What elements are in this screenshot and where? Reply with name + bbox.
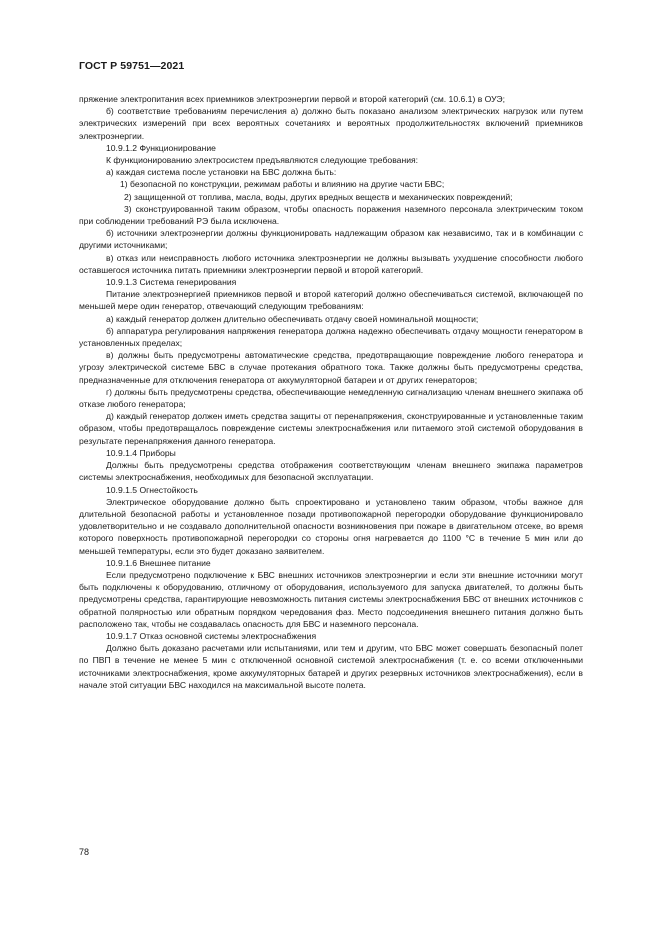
document-body <box>79 93 583 691</box>
paragraph: пряжение электропитания всех приемников электроэнергии первой и второй категорий (см. 10.6.1) в ОУЭ; <box>79 94 505 104</box>
paragraph: Если предусмотрено подключение к БВС внешних источников электроэнергии и если эти внешние источники могут быть подключены к оборудованию, отличному от оборудования, используемого для запуска двигателей, то должны быть предусмотрены средства, гарантирующие невозможность питания системы электроснабжения БВС от внешних источников с обратной полярностью или обратным порядком чередования фаз. Место подсоединения внешнего питания должно быть расположено так, чтобы не создавалась опасность для БВС и наземного персонала. <box>79 569 583 629</box>
paragraph: Должно быть доказано расчетами или испытаниями, или тем и другим, что БВС может совершать безопасный полет по ПВП в течение не менее 5 мин с отключенной основной системой электроснабжения (т. е. со всеми отключенными источниками электроснабжения, кроме аккумуляторных батарей и других резервных источников электроснабжения), если в начале этой ситуации БВС находился на максимальной высоте полета. <box>79 643 583 690</box>
list-item: а) каждый генератор должен длительно обеспечивать отдачу своей номинальной мощности; <box>106 313 479 324</box>
section-heading: 10.9.1.6 Внешнее питание <box>106 557 211 568</box>
list-item: 2) защищенной от топлива, масла, воды, других вредных веществ и механических повреждений; <box>124 191 513 202</box>
list-item: б) аппаратура регулирования напряжения генератора должна надежно обеспечивать отдачу мощности генератором в установленных пределах; <box>79 325 583 349</box>
list-item: а) каждая система после установки на БВС должна быть: <box>106 167 337 178</box>
paragraph: Питание электроэнергией приемников первой и второй категорий должно обеспечиваться системой, включающей по меньшей мере один генератор, отвечающий следующим требованиям: <box>79 289 583 312</box>
section-heading: 10.9.1.4 Приборы <box>106 447 176 458</box>
section-heading: 10.9.1.7 Отказ основной системы электроснабжения <box>106 630 317 641</box>
paragraph: б) соответствие требованиям перечисления а) должно быть показано анализом электрических нагрузок или путем электрических измерений при всех вероятных сочетаниях и вероятных продолжительностях включений приемников электроэнергии. <box>79 106 583 141</box>
list-item: в) отказ или неисправность любого источника электроэнергии не должны вызывать ухудшение способности любого оставшегося источника питать приемники электроэнергии первой и второй категорий. <box>79 252 583 275</box>
document-header: ГОСТ Р 59751—2021 <box>79 60 185 72</box>
section-heading: 10.9.1.3 Система генерирования <box>106 277 237 288</box>
list-item: в) должны быть предусмотрены автоматические средства, предотвращающие повреждение любого генератора и угрозу электрической системе БВС в случае протекания обратного тока. Также должны быть предусмотрены средства, предназначенные для отключения генератора от аккумуляторной батареи и от других генераторов; <box>79 350 583 385</box>
list-item: д) каждый генератор должен иметь средства защиты от перенапряжения, сконструированные и установленные таким образом, чтобы предотвращалось повреждение системы электроснабжения или питаемого этой системой оборудования в результате перенапряжения данного генератора. <box>79 411 583 446</box>
page-number: 78 <box>79 847 90 857</box>
section-heading: 10.9.1.2 Функционирование <box>106 142 216 153</box>
paragraph: Электрическое оборудование должно быть спроектировано и установлено таким образом, чтобы важное для длительной безопасной работы и установленное позади противопожарной перегородки оборудование функционировало удовлетворительно и не создавало дополнительной опасности возникновения при пожаре в двигательном отсеке, во время которого поверхность противопожарной перегородки со стороны огня нагревается до 1100 °С в течение 5 мин или до меньшей температуры, если это будет доказано заявителем. <box>79 496 583 556</box>
list-item: 3) сконструированной таким образом, чтобы опасность поражения наземного персонала электрическим током при соблюдении требований РЭ была исключена. <box>79 203 583 227</box>
paragraph: К функционированию электросистем предъявляются следующие требования: <box>106 155 419 166</box>
list-item: б) источники электроэнергии должны функционировать надлежащим образом как независимо, так и в комбинации с другими источниками; <box>79 228 583 251</box>
list-item: 1) безопасной по конструкции, режимам работы и влиянию на другие части БВС; <box>120 179 445 190</box>
paragraph: Должны быть предусмотрены средства отображения соответствующим членам внешнего экипажа параметров системы электроснабжения, необходимых для безопасной эксплуатации. <box>79 460 583 483</box>
section-heading: 10.9.1.5 Огнестойкость <box>106 484 198 495</box>
list-item: г) должны быть предусмотрены средства, обеспечивающие немедленную сигнализацию членам внешнего экипажа об отказе любого генератора; <box>79 386 583 410</box>
